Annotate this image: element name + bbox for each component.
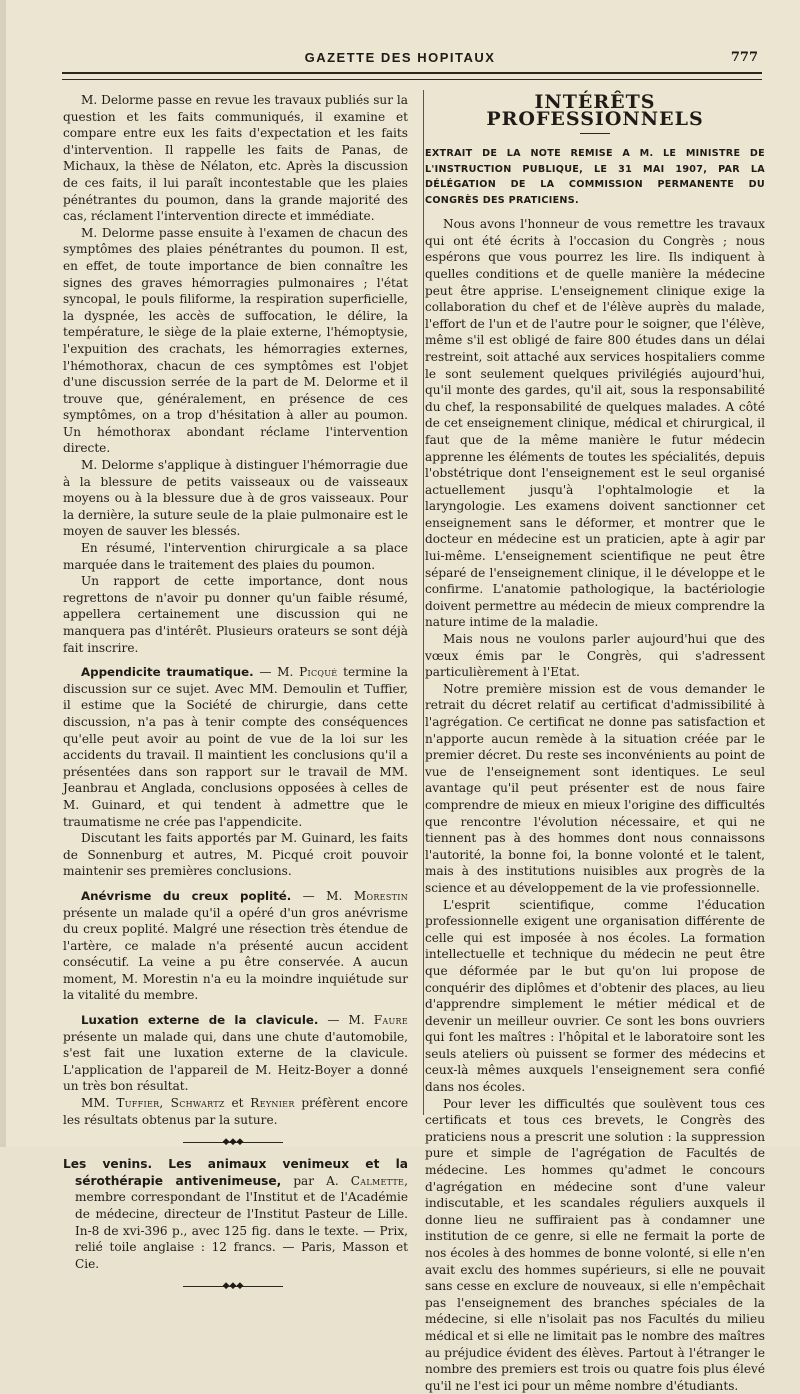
ornament-separator <box>63 1278 408 1294</box>
ornament-icon: ◆◆◆ <box>222 1281 244 1292</box>
book-notice: Les venins. Les animaux venimeux et la sérothérapie antivenimeuse, par A. Calmette, membre correspondant de l'Institut et de l'Académie de médecine, directeur de l'Institut Pasteur de Lille. In-8 de xvi-396 p., avec 125 fig. dans le texte. — Prix, relié toile anglaise : 12 francs. — Paris, Masson et Cie. <box>63 1157 409 1271</box>
paragraph: M. Delorme passe en revue les travaux publiés sur la question et les faits communiqués, il examine et compare entre eux les faits d'expectation et les faits d'intervention. Il rappelle les faits de Panas, de Michaux, la thèse de Nélaton, etc. Après la discussion de ces faits, il lui paraît incontestable que les plaies pénétrantes du poumon, dans la grande majorité des cas, réclament l'intervention directe et immédiate. <box>63 93 408 224</box>
section-luxation: Luxation externe de la clavicule. — M. Faure présente un malade qui, dans une chute d'automobile, s'est fait une luxation externe de la clavicule. L'application de l'appareil de M. Heitz-Boyer a donné un très bon résultat. <box>63 1013 408 1094</box>
paragraph: M. Delorme s'applique à distinguer l'hémorragie due à la blessure de petits vaisseaux ou de vaisseaux moyens ou à la blessure due à de gros vaisseaux. Pour la dernière, la suture seule de la plaie pulmonaire est le moyen de sauver les blessés. <box>63 458 408 539</box>
author-name: Morestin <box>353 888 408 903</box>
paragraph: Mais nous ne voulons parler aujourd'hui que des vœux émis par le Congrès, qui s'adressent particulièrement à l'Etat. <box>425 632 765 680</box>
ornament-icon: ◆◆◆ <box>222 1137 244 1148</box>
paragraph: Un rapport de cette importance, dont nous regrettons de n'avoir pu donner qu'un faible résumé, appellera certainement une discussion qui ne manquera pas d'intérêt. Plusieurs orateurs se sont déjà fait inscrire. <box>63 574 408 655</box>
page-number: 777 <box>730 50 758 65</box>
section-heading: Luxation externe de la clavicule. <box>81 1013 319 1028</box>
journal-title: GAZETTE DES HOPITAUX <box>304 50 496 65</box>
author-name: Faure <box>373 1013 408 1028</box>
title-rule <box>580 133 610 134</box>
section-heading: Anévrisme du creux poplité. <box>81 888 292 903</box>
paragraph: M. Delorme passe ensuite à l'examen de chacun des symptômes des plaies pénétrantes du poumon. Il est, en effet, de toute importance de bien connaître les signes des graves hémorragies pulmonaires ; l'état syncopal, le pouls filiforme, la respiration superficielle, la dyspnée, les accès de suffocation, le délire, la température, le siège de la plaie externe, l'hémoptysie, l'expuition des crachats, les hémorragies externes, l'hémothorax, chacun de ces symptômes est l'objet d'une discussion serrée de la part de M. Delorme et il trouve que, généralement, en présence de ces symptômes, on a trop d'hésitation à aller au poumon. Un hémothorax abondant réclame l'intervention directe. <box>63 225 408 456</box>
paragraph: Nous avons l'honneur de vous remettre les travaux qui ont été écrits à l'occasion du Congrès ; nous espérons que vous pourrez les lire. Ils indiquent à quelles conditions et de quelle manière la médecine peut être apprise. L'enseignement clinique exige la collaboration du chef et de l'élève auprès du malade, l'effort de l'un et de l'autre pour le soigner, que l'élève, même s'il est obligé de faire 800 études dans un délai restreint, soit attaché aux services hospitaliers comme le sont seulement quelques privilégiés aujourd'hui, qu'il monte des gardes, qu'il ait, sous la responsabilité du chef, la responsabilité de quelques malades. A côté de cet enseignement clinique, médical et chirurgical, il faut que de la même manière le futur médecin apprenne les éléments de toutes les spécialités, depuis l'obstétrique dont l'enseignement est le seul organisé actuellement jusqu'à l'ophtalmologie et la laryngologie. Les examens doivent sanctionner cet enseignement sans le déformer, et montrer que le docteur en médecine est un praticien, apte à agir par lui-même. L'enseignement scientifique ne peut être séparé de l'enseignement clinique, il le développe et le confirme. L'anatomie pathologique, la bactériologie doivent permettre au médecin de mieux comprendre la nature intime de la maladie. <box>425 217 765 630</box>
author-name: Picqué <box>299 665 338 680</box>
column-divider <box>423 90 424 1115</box>
section-heading: Appendicite traumatique. <box>81 665 254 680</box>
page-edge-shadow <box>0 0 6 1147</box>
section-title: INTÉRÊTS PROFESSIONNELS <box>486 91 704 130</box>
section-appendicite: Appendicite traumatique. — M. Picqué termine la discussion sur ce sujet. Avec MM. Demoulin et Tuffier, il estime que la Société de chirurgie, dans cette discussion, n'a pas à tenir compte des conséquences qu'elle peut avoir au point de vue de la loi sur les accidents du travail. Il maintient les conclusions qu'il a présentées dans son rapport sur le travail de MM. Jeanbrau et Anglada, conclusions opposées à celles de M. Guinard, et qui tendent à admettre que le traumatisme ne crée pas l'appendicite. <box>63 665 408 829</box>
extract-heading: EXTRAIT DE LA NOTE REMISE A M. LE MINISTRE DE L'INSTRUCTION PUBLIQUE, LE 31 MAI 1907, PAR LA DÉLÉGATION DE LA COMMISSION PERMANENTE DU CONGRÈS DES PRATICIENS. <box>425 148 765 206</box>
paragraph: Notre première mission est de vous demander le retrait du décret relatif au certificat d'admissibilité à l'agrégation. Ce certificat ne donne pas satisfaction et n'apporte aucun remède à la situation créée par le premier décret. Du reste ses inconvénients au point de vue de l'enseignement sont identiques. Le seul avantage qu'il peut présenter est de nous faire comprendre de mieux en mieux l'origine des difficultés que rencontre l'évolution nécessaire, et qui ne tiennent pas à des hommes dont nous connaissons l'autorité, la bonne foi, la bonne volonté et le talent, mais à des institutions nuisibles aux progrès de la science et au développement de la vie professionnelle. <box>425 681 765 895</box>
right-column <box>425 92 765 1394</box>
author-names: Tuffier, Schwartz <box>116 1096 225 1111</box>
ornament-separator <box>63 1134 408 1150</box>
book-title: Les venins. Les animaux venimeux et la sérothérapie antivenimeuse, <box>63 1157 408 1188</box>
paragraph: Pour lever les difficultés que soulèvent tous ces certificats et tous ces brevets, le Congrès des praticiens nous a prescrit une solution : la suppression pure et simple de l'agrégation de Facultés de médecine. Les hommes qu'admet le concours d'agrégation en médecine sont d'une valeur indiscutable, et les scandales réguliers auxquels il donne lieu ne suffiraient pas à condamner une institution de ce genre, si elle ne fermait la porte de nos écoles à des hommes de bonne volonté, si elle n'en avait exclu des hommes supérieurs, si elle ne pouvait sans cesse en exclure de nouveaux, si elle n'empêchait pas l'enseignement des branches spéciales de la médecine, si elle n'isolait pas nos Facultés du milieu médical et si elle ne limitait pas le nombre des maîtres au préjudice évident des élèves. Partout à l'étranger le nombre des premiers est trois ou quatre fois plus élevé qu'il ne l'est ici pour un même nombre d'étudiants. <box>425 1096 765 1393</box>
section-anevrisme: Anévrisme du creux poplité. — M. Morestin présente un malade qu'il a opéré d'un gros anévrisme du creux poplité. Malgré une résection très étendue de l'artère, ce malade n'a présenté aucun accident consécutif. La veine a pu être conservée. A aucun moment, M. Morestin n'a eu la moindre inquiétude sur la vitalité du membre. <box>63 888 408 1003</box>
left-column <box>63 92 408 1300</box>
page-header <box>0 0 800 90</box>
paragraph: Discutant les faits apportés par M. Guinard, les faits de Sonnenburg et autres, M. Picqué croit pouvoir maintenir ses premières conclusions. <box>63 831 408 879</box>
header-rule-thin <box>62 79 762 80</box>
header-rule-thick <box>62 72 762 74</box>
author-name: Reynier <box>250 1096 295 1111</box>
book-author: Calmette <box>350 1173 405 1188</box>
paragraph: MM. Tuffier, Schwartz et Reynier préfèrent encore les résultats obtenus par la suture. <box>63 1096 408 1127</box>
paragraph: L'esprit scientifique, comme l'éducation professionnelle exigent une organisation différente de celle qui est imposée à nos écoles. La formation intellectuelle et technique du médecin ne peut être que déformée par le but qu'on lui propose de conquérir des diplômes et d'obtenir des places, au lieu d'apprendre simplement le métier médical et de devenir un meilleur ouvrier. Ce sont les bons ouvriers qui font les maîtres : l'hôpital et le laboratoire sont les seuls ateliers où puissent se former des médecins et ceux-là mêmes auxquels l'enseignement sera confié dans nos écoles. <box>425 897 765 1095</box>
paragraph: En résumé, l'intervention chirurgicale a sa place marquée dans le traitement des plaies du poumon. <box>63 541 408 572</box>
